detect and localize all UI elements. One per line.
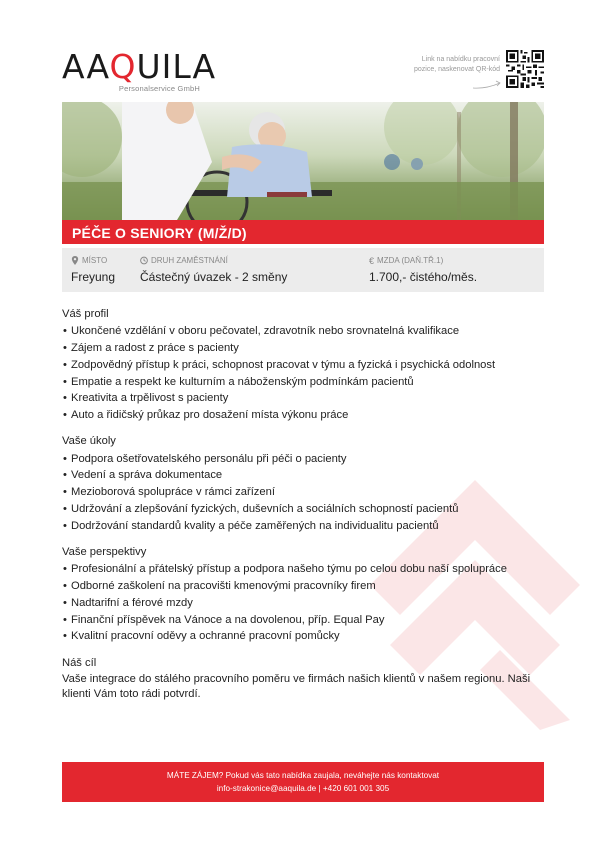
perspectives-title: Vaše perspektivy <box>62 545 147 558</box>
employment-value: Částečný úvazek - 2 směny <box>140 270 288 284</box>
job-description <box>62 307 544 713</box>
employment-column <box>140 255 287 284</box>
job-info-bar <box>62 248 544 292</box>
perspectives-list <box>62 562 544 644</box>
qr-note: Link na nabídku pracovní pozice, naskenovat QR-kód <box>414 56 500 73</box>
list-item: • Nadtarifní a férové mzdy <box>62 596 544 611</box>
tasks-list <box>62 452 544 534</box>
qr-code-icon[interactable] <box>506 50 544 88</box>
goal-title: Náš cíl <box>62 656 97 669</box>
employment-label: DRUH ZAMĚSTNÁNÍ <box>151 256 228 265</box>
list-item: • Empatie a respekt ke kulturním a náboženským podmínkám pacientů <box>62 375 544 390</box>
euro-icon: € <box>369 255 375 266</box>
list-item: • Profesionální a přátelský přístup a podpora našeho týmu po celou dobu naší spolupráce <box>62 562 544 577</box>
list-item: • Zodpovědný přístup k práci, schopnost pracovat v týmu a fyzická i psychická odolnost <box>62 358 544 373</box>
arrow-icon <box>472 80 502 90</box>
hero-illustration <box>62 102 544 220</box>
list-item: • Finanční příspěvek na Vánoce a na dovolenou, příp. Equal Pay <box>62 613 544 628</box>
list-item: • Mezioborová spolupráce v rámci zařízení <box>62 485 544 500</box>
footer-contact[interactable]: info-strakonice@aaquila.de | +420 601 001 305 <box>216 784 390 793</box>
list-item: • Vedení a správa dokumentace <box>62 468 544 483</box>
contact-footer <box>62 762 544 802</box>
list-item: • Odborné zaškolení na pracovišti kmenovými pracovníky firem <box>62 579 544 594</box>
profile-section <box>62 307 544 423</box>
tasks-section <box>62 434 544 534</box>
list-item: • Kvalitní pracovní oděvy a ochranné pracovní pomůcky <box>62 629 544 644</box>
tasks-title: Vaše úkoly <box>62 435 116 448</box>
list-item: • Auto a řidičský průkaz pro dosažení místa výkonu práce <box>62 408 544 423</box>
list-item: • Podpora ošetřovatelského personálu při péči o pacienty <box>62 452 544 467</box>
footer-cta: MÁTE ZÁJEM? Pokud vás tato nabídka zaujala, neváhejte nás kontaktovat <box>166 771 440 780</box>
list-item: • Udržování a zlepšování fyzických, duševních a sociálních schopností pacientů <box>62 502 544 517</box>
profile-list <box>62 324 544 423</box>
list-item: • Ukončené vzdělání v oboru pečovatel, zdravotník nebo srovnatelná kvalifikace <box>62 324 544 339</box>
logo-wordmark: AAQUILA <box>62 47 217 86</box>
job-title: PÉČE O SENIORY (M/Ž/D) <box>72 225 247 241</box>
logo-subtitle: Personalservice GmbH <box>118 84 200 93</box>
goal-section <box>62 656 544 703</box>
hero-photo <box>62 102 544 220</box>
list-item: • Dodržování standardů kvality a péče zaměřených na individualitu pacientů <box>62 519 544 534</box>
map-pin-icon <box>71 256 79 265</box>
list-item: • Zájem a radost z práce s pacienty <box>62 341 544 356</box>
goal-text: Vaše integrace do stálého pracovního poměru ve firmách našich klientů v našem regionu. Naši klienti Vám toto rádi potvrdí. <box>62 672 531 700</box>
salary-label: MZDA (DAŇ.TŘ.1) <box>377 256 444 265</box>
company-logo <box>62 47 217 94</box>
salary-value: 1.700,- čistého/měs. <box>369 270 478 284</box>
perspectives-section <box>62 545 544 645</box>
location-value: Freyung <box>71 270 116 284</box>
profile-title: Váš profil <box>62 308 109 320</box>
job-title-bar <box>62 220 544 244</box>
location-column <box>71 255 115 284</box>
location-label: MÍSTO <box>82 256 108 265</box>
clock-icon <box>140 256 148 265</box>
list-item: • Kreativita a trpělivost s pacienty <box>62 391 544 406</box>
salary-column <box>369 255 477 284</box>
